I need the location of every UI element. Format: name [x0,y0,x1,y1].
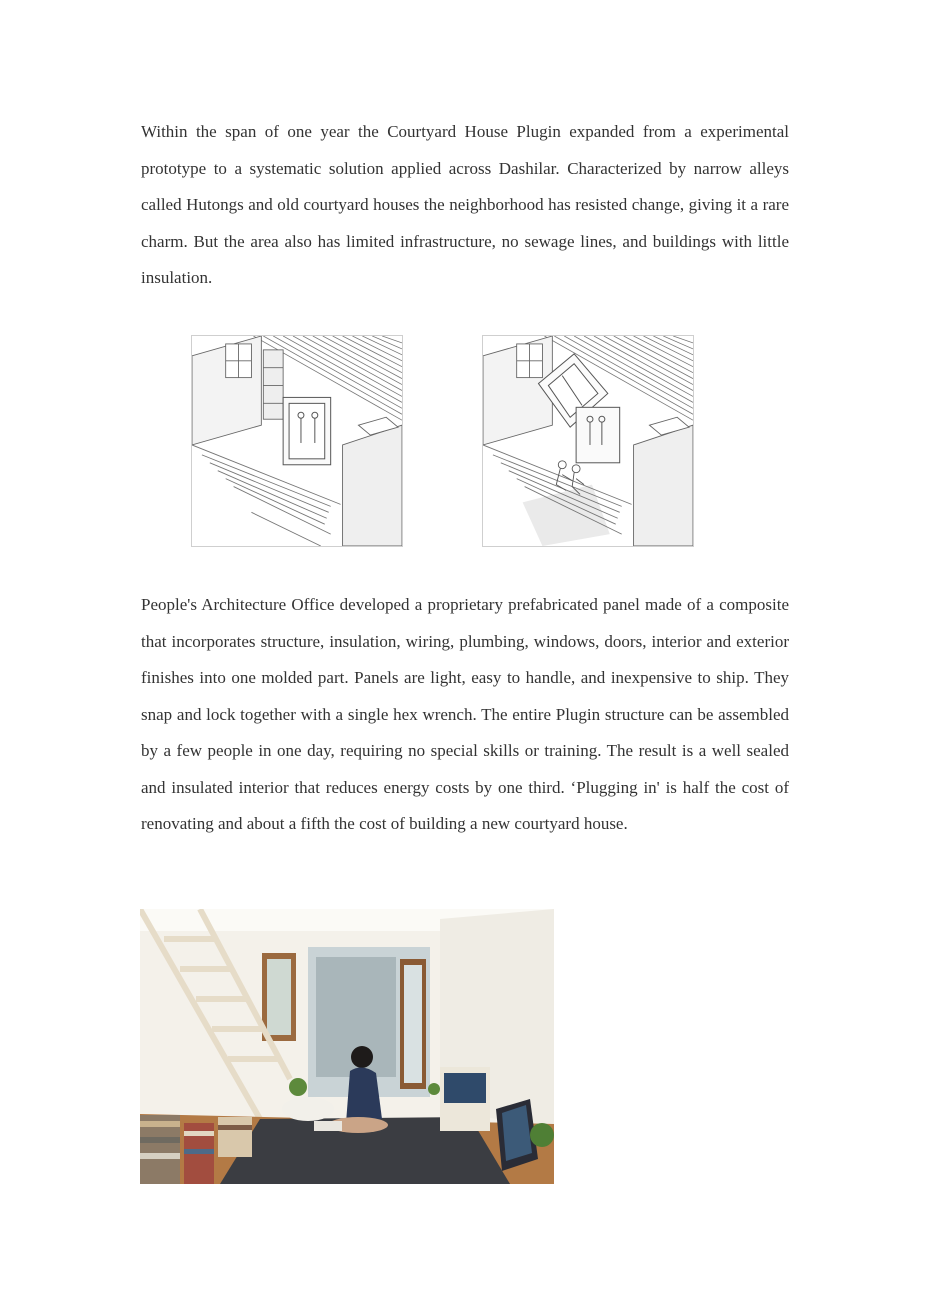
interior-photo [140,909,554,1184]
side-wall [343,417,402,546]
door-frame [283,397,331,464]
paragraph-intro: Within the span of one year the Courtyard House Plugin expanded from a experimental prototype to a systematic solution applied across Dashilar. Characterized by narrow alleys called Hutongs and old courtyard houses the neighborhood has resisted change, giving it a rare charm. But the area also has limited infrastructure, no sewage lines, and buildings with little insulation. [141,122,789,287]
paragraph-panels: People's Architecture Office developed a proprietary prefabricated panel made of a composite that incorporates structure, insulation, wiring, plumbing, windows, doors, interior and exterior finishes into one molded part. Panels are light, easy to handle, and inexpensive to ship. They snap and lock together with a single hex wrench. The entire Plugin structure can be assembled by a few people in one day, requiring no special skills or training. The result is a well sealed and insulated interior that reduces energy costs by one third. ‘Plugging in' is half the cost of renovating and about a fifth the cost of building a new courtyard house. [141,595,789,833]
isometric-drawing-open [482,335,694,547]
wall-window [483,336,552,445]
isometric-drawing-closed [191,335,403,547]
door-frame [576,407,620,462]
side-wall [634,417,693,546]
wall-window [192,336,283,445]
